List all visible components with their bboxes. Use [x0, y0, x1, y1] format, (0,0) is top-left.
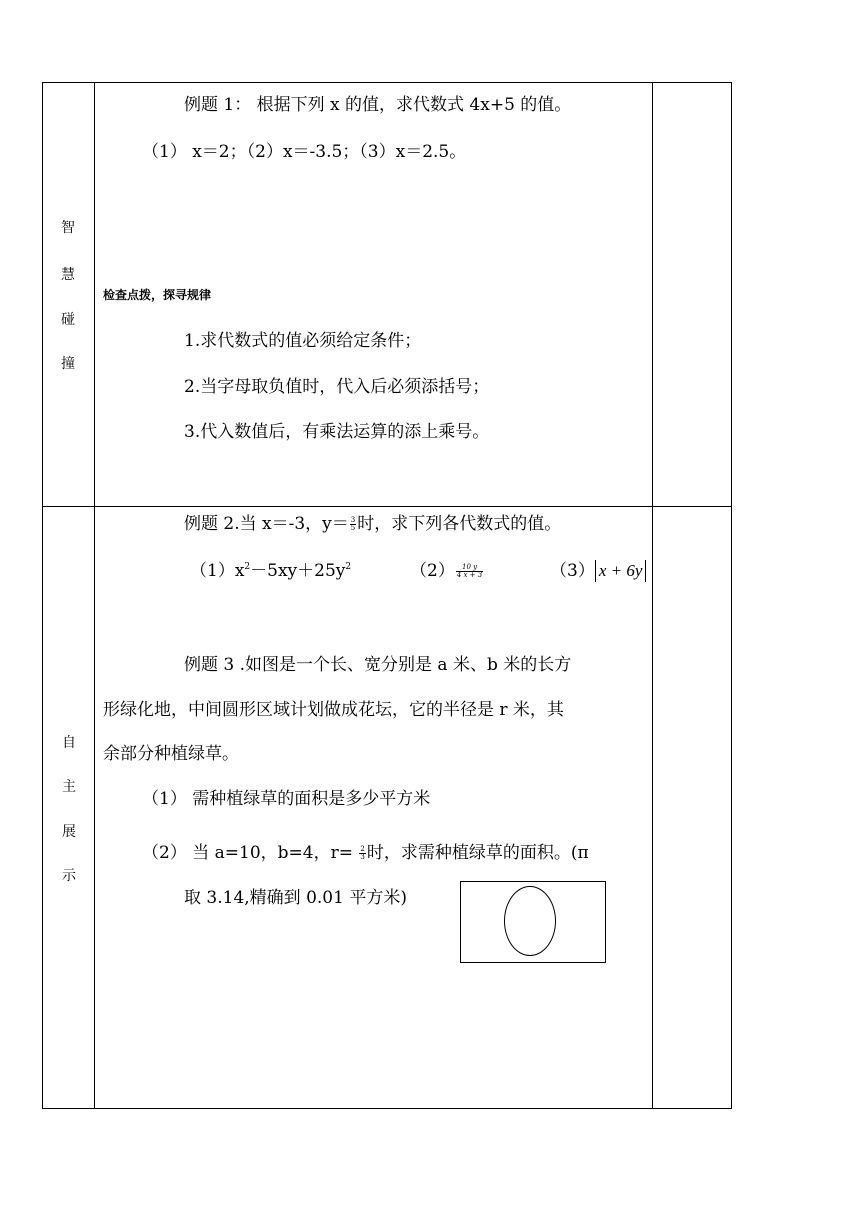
y-denominator: 5 [350, 524, 356, 532]
table-divider-side [94, 82, 95, 1109]
side-char: 主 [62, 779, 76, 795]
example1-title: 例题 1： 根据下列 x 的值，求代数式 4x+5 的值。 [184, 95, 572, 115]
table-border-top [42, 82, 732, 83]
item2-numerator: 10 y [456, 564, 483, 572]
example3-question2-line2: 取 3.14,精确到 0.01 平方米) [184, 888, 407, 908]
r-numerator: 2 [360, 845, 365, 853]
exponent: 2 [244, 562, 251, 572]
example3-line2: 形绿化地，中间圆形区域计划做成花坛，它的半径是 r 米，其 [103, 700, 564, 720]
exponent: 2 [345, 562, 352, 572]
table-row-divider [42, 506, 732, 507]
q2-tail: 时，求需种植绿草的面积。(π [366, 843, 589, 863]
lesson-table [42, 82, 732, 1109]
side-char: 自 [62, 735, 76, 751]
rule-item: 2.当字母取负值时，代入后必须添括号； [184, 377, 490, 397]
table-border-left [42, 82, 43, 1109]
rule-item: 3.代入数值后，有乘法运算的添上乘号。 [184, 422, 490, 442]
absolute-value-expression: x + 6y [595, 560, 647, 582]
side-char: 慧 [61, 267, 75, 283]
rule-item: 1.求代数式的值必须给定条件； [184, 331, 422, 351]
y-numerator: 3 [350, 516, 356, 524]
item1-mid: －5xy＋25y [250, 561, 346, 581]
example2-item1 [190, 563, 351, 580]
example2-item3 [550, 560, 646, 582]
y-fraction [350, 517, 356, 532]
example2-item2 [410, 563, 484, 580]
side-char: 撞 [61, 356, 75, 372]
side-char: 碰 [61, 312, 75, 328]
item2-denominator: 4 x + 3 [456, 571, 483, 579]
table-border-bottom [42, 1108, 732, 1109]
example3-question1: （1） 需种植绿草的面积是多少平方米 [142, 789, 431, 809]
example3-question2 [142, 845, 589, 862]
item1-prefix: （1）x [190, 561, 245, 581]
side-char: 智 [61, 220, 75, 236]
item2-prefix: （2） [410, 561, 455, 581]
check-heading: 检查点拨，探寻规律 [103, 288, 212, 302]
q2-prefix: （2） 当 a=10，b=4，r= [142, 843, 359, 863]
item3-prefix: （3） [550, 561, 595, 581]
flower-bed-circle-figure [504, 886, 556, 956]
example3-line3: 余部分种植绿草。 [103, 744, 239, 764]
example1-items: （1） x＝2；（2）x＝-3.5；（3）x＝2.5。 [142, 142, 467, 162]
example2-tail: 时，求下列各代数式的值。 [357, 514, 562, 534]
r-fraction [359, 846, 365, 861]
table-border-right [731, 82, 732, 1109]
table-divider-notes [652, 82, 653, 1109]
side-char: 示 [62, 868, 76, 884]
r-denominator: 3 [360, 853, 365, 861]
example2-title [184, 516, 561, 533]
example2-lead: 例题 2.当 x＝-3，y＝ [184, 514, 349, 534]
item2-fraction [456, 564, 483, 579]
side-char: 展 [62, 824, 76, 840]
example3-line1: 例题 3 .如图是一个长、宽分别是 a 米、b 米的长方 [184, 655, 572, 675]
